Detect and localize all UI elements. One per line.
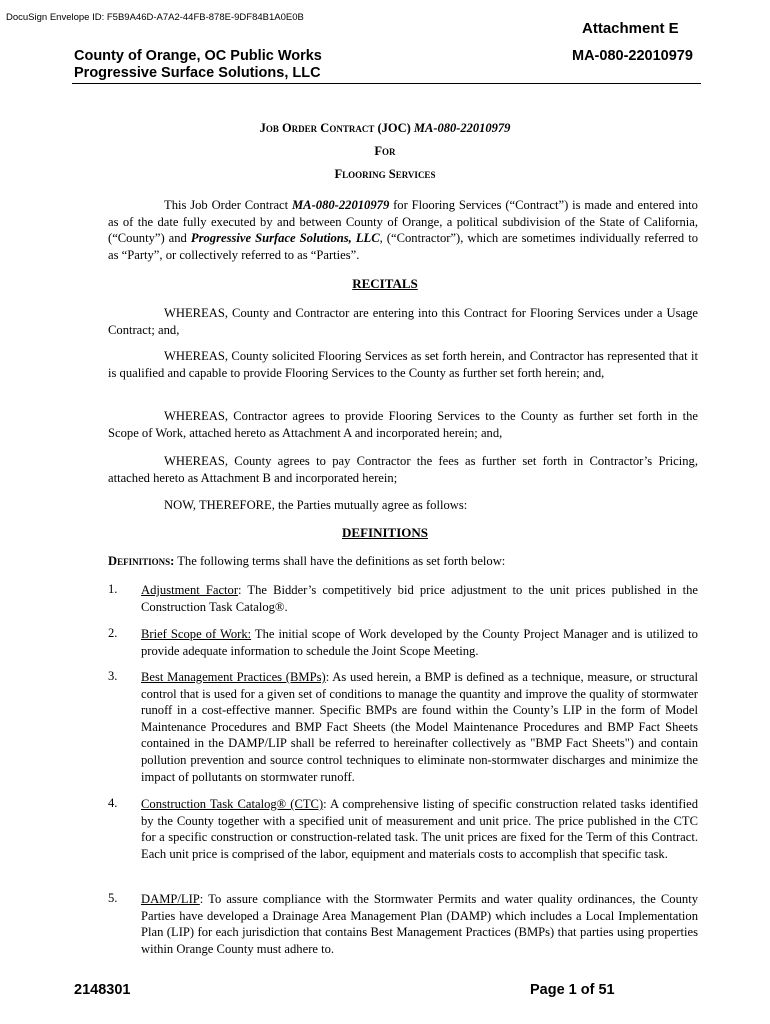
definitions-lead xyxy=(108,553,698,570)
footer-document-number: 2148301 xyxy=(74,982,131,998)
definition-item xyxy=(141,626,698,659)
intro-text-1: This Job Order Contract xyxy=(164,198,292,212)
recital-paragraph: WHEREAS, Contractor agrees to provide Flooring Services to the County as further set forth in the Scope of Work, attached hereto as Attachment A and incorporated herein; and, xyxy=(108,409,698,440)
recital-paragraph: NOW, THEREFORE, the Parties mutually agree as follows: xyxy=(164,498,468,512)
definition-text: The initial scope of Work developed by the County Project Manager and is utilized to provide adequate information to schedule the Joint Scope Meeting. xyxy=(141,627,698,658)
recital-paragraph: WHEREAS, County solicited Flooring Services as set forth herein, and Contractor has represented that it is qualified and capable to provide Flooring Services to the County as further set forth herein; and, xyxy=(108,349,698,380)
recital-paragraph: WHEREAS, County agrees to pay Contractor the fees as further set forth in Contractor’s Pricing, attached hereto as Attachment B and incorporated herein; xyxy=(108,454,698,485)
intro-text-2: for Flooring Services (“Contract”) is made and entered into as of the date fully executed by and between County of Orange, a political subdivision of the State of California, (“County”) and xyxy=(108,198,698,246)
definitions-label: Definitions: xyxy=(108,554,175,568)
definition-term: Brief Scope of Work: xyxy=(141,627,252,641)
definition-term: Adjustment Factor xyxy=(141,583,239,597)
definition-text: : To assure compliance with the Stormwater Permits and water quality ordinances, the County Parties have developed a Drainage Area Management Plan (DAMP) which includes a Local Implementation Plan (LIP) for each jurisdiction that contains Best Management Practices (BMPs) that parties using properties within Orange County must adhere to. xyxy=(141,892,698,956)
intro-contract-number: MA-080-22010979 xyxy=(291,198,390,212)
title-prefix: Job Order Contract (JOC) xyxy=(259,121,414,135)
definition-item xyxy=(141,669,698,785)
definition-number: 2. xyxy=(108,626,118,640)
definition-number: 1. xyxy=(108,582,118,596)
contract-title xyxy=(0,121,770,136)
organization-block xyxy=(74,48,322,82)
definition-item xyxy=(141,891,698,957)
definition-number: 3. xyxy=(108,669,118,683)
definition-text: : A comprehensive listing of specific construction related tasks identified by the County together with a specified unit of measurement and unit price. The price published in the CTC for a specific construction or construction-related task. The unit prices are fixed for the Term of this Contract. Each unit price is comprised of the labor, equipment and materials costs to accomplish that specific task. xyxy=(141,797,698,861)
definition-term: Construction Task Catalog® (CTC) xyxy=(141,797,324,811)
definition-item xyxy=(141,796,698,862)
definition-item xyxy=(141,582,698,615)
intro-contractor-name: Progressive Surface Solutions, LLC xyxy=(190,231,380,246)
definition-number: 4. xyxy=(108,796,118,810)
title-services: Flooring Services xyxy=(334,167,436,181)
docusign-envelope-id: DocuSign Envelope ID: F5B9A46D-A7A2-44FB-878E-9DF84B1A0E0B xyxy=(6,12,304,23)
intro-text-3: , (“Contractor”), which are sometimes individually referred to as “Party”, or collectively referred to as “Parties”. xyxy=(108,231,699,262)
org-line-county: County of Orange, OC Public Works xyxy=(74,48,322,64)
org-line-contractor: Progressive Surface Solutions, LLC xyxy=(74,65,321,81)
footer-page-number: Page 1 of 51 xyxy=(530,982,615,998)
header-divider xyxy=(72,83,701,84)
definitions-heading: DEFINITIONS xyxy=(342,525,428,540)
definition-term: Best Management Practices (BMPs) xyxy=(141,670,326,684)
title-contract-number: MA-080-22010979 xyxy=(413,121,511,135)
title-for: For xyxy=(374,144,396,158)
definition-text: : As used herein, a BMP is defined as a technique, measure, or structural control that is used for a given set of conditions to manage the quantity and improve the quality of stormwater runoff in a cost-effective manner. Specific BMPs are found within the County’s LIP in the form of Model Maintenance Procedures and BMP Fact Sheets (the Model Maintenance Procedures and BMP Fact Sheets contained in the DAMP/LIP shall be referred to hereinafter collectively as "BMP Fact Sheets") and contain pollution prevention and source control techniques to eliminate non-stormwater discharges and minimize the impact of pollutants on stormwater runoff. xyxy=(141,670,698,784)
header-contract-number: MA-080-22010979 xyxy=(572,48,693,64)
definitions-lead-text: The following terms shall have the definitions as set forth below: xyxy=(174,554,506,568)
recital-paragraph: WHEREAS, County and Contractor are entering into this Contract for Flooring Services under a Usage Contract; and, xyxy=(108,306,698,337)
recitals-heading: RECITALS xyxy=(352,276,418,291)
definition-term: DAMP/LIP xyxy=(141,892,200,906)
definition-text: : The Bidder’s competitively bid price adjustment to the unit prices published in the Construction Task Catalog®. xyxy=(141,583,699,614)
attachment-label: Attachment E xyxy=(582,20,679,37)
intro-paragraph xyxy=(108,197,698,263)
definition-number: 5. xyxy=(108,891,118,905)
